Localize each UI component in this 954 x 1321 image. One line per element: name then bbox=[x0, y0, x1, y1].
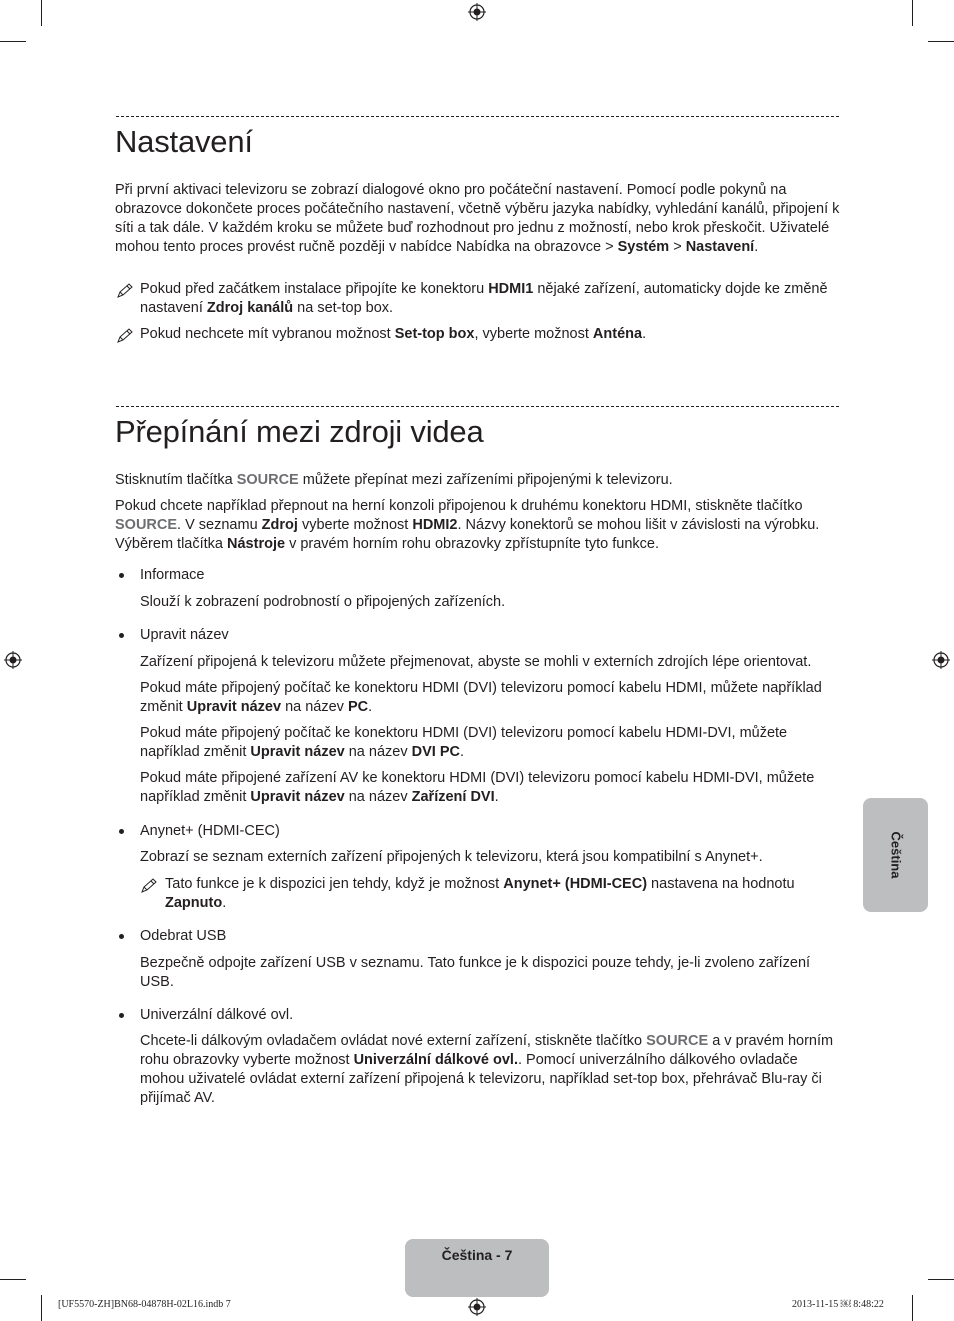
bullet-marker bbox=[119, 829, 124, 834]
language-side-tab-label: Čeština bbox=[888, 831, 903, 879]
bullet-title-univerzalni: Univerzální dálkové ovl. bbox=[140, 1007, 294, 1023]
page-footer bbox=[405, 1239, 549, 1297]
imprint-timestamp: 2013-11-15 ￼ 8:48:22 bbox=[792, 1299, 884, 1310]
note-pencil-icon bbox=[140, 878, 158, 894]
bullet-marker bbox=[119, 934, 124, 939]
registration-mark-icon bbox=[468, 1298, 486, 1316]
note-pencil-icon bbox=[116, 283, 134, 299]
language-side-tab bbox=[863, 798, 928, 912]
section-title-prepinani: Přepínání mezi zdroji videa bbox=[115, 414, 484, 449]
intro-paragraph: Při první aktivaci televizoru se zobrazí dialogové okno pro počáteční nastavení. Pomocí podle pokynů na obrazovce dokončete proces počátečního nastavení, včetně výběru jazyka nabídky, vyhledání kanálů, připojení k síti a tak dále. V každém kroku se můžete buď rozhodnout pro jednu z možností, nebo krok přeskočit. Uživatelé mohou tento proces provést ručně později v nabídce Nabídka na obrazovce > Systém > Nastavení. bbox=[115, 182, 840, 255]
section-divider bbox=[116, 116, 839, 117]
registration-mark-icon bbox=[468, 3, 486, 21]
crop-mark bbox=[0, 41, 26, 42]
bullet-text: Pokud máte připojený počítač ke konektoru HDMI (DVI) televizoru pomocí kabelu HDMI, můžete například změnit Upravit název na název PC. bbox=[140, 680, 822, 715]
bullet-text: Pokud máte připojené zařízení AV ke konektoru HDMI (DVI) televizoru pomocí kabelu HDMI-DVI, můžete například změnit Upravit název na název Zařízení DVI. bbox=[140, 770, 815, 805]
note-anynet: Tato funkce je k dispozici jen tehdy, když je možnost Anynet+ (HDMI-CEC) nastavena na hodnotu Zapnuto. bbox=[165, 876, 795, 911]
source-paragraph: Stisknutím tlačítka SOURCE můžete přepínat mezi zařízeními připojenými k televizoru. bbox=[115, 472, 673, 488]
crop-mark bbox=[41, 1295, 42, 1321]
bullet-text: Zobrazí se seznam externích zařízení připojených k televizoru, která jsou kompatibilní s Anynet+. bbox=[140, 849, 763, 865]
bullet-title-upravit-nazev: Upravit název bbox=[140, 627, 229, 643]
bullet-text: Slouží k zobrazení podrobností o připojených zařízeních. bbox=[140, 594, 506, 610]
bullet-marker bbox=[119, 1013, 124, 1018]
bullet-marker bbox=[119, 573, 124, 578]
bullet-text: Bezpečně odpojte zařízení USB v seznamu. Tato funkce je k dispozici pouze tehdy, je-li zvoleno zařízení USB. bbox=[140, 955, 811, 990]
registration-mark-icon bbox=[4, 651, 22, 669]
registration-mark-icon bbox=[932, 651, 950, 669]
crop-mark bbox=[928, 41, 954, 42]
bullet-text: Chcete-li dálkovým ovladačem ovládat nové externí zařízení, stiskněte tlačítko SOURCE a v pravém horním rohu obrazovky vyberte možnost Univerzální dálkové ovl.. Pomocí univerzálního dálkového ovladače mohou uživatelé ovládat externí zařízení připojená k televizoru, například set-top box, přehrávač Blu-ray či přijímač AV. bbox=[140, 1033, 834, 1106]
bullet-text: Zařízení připojená k televizoru můžete přejmenovat, abyste se mohli v externích zdrojích lépe orientovat. bbox=[140, 654, 812, 670]
bullet-title-odebrat-usb: Odebrat USB bbox=[140, 928, 227, 944]
note-hdmi1: Pokud před začátkem instalace připojíte ke konektoru HDMI1 nějaké zařízení, automaticky dojde ke změně nastavení Zdroj kanálů na set-top box. bbox=[140, 281, 828, 316]
bullet-title-anynet: Anynet+ (HDMI-CEC) bbox=[140, 823, 280, 839]
crop-mark bbox=[928, 1279, 954, 1280]
crop-mark bbox=[912, 1295, 913, 1321]
crop-mark bbox=[0, 1279, 26, 1280]
section-divider bbox=[116, 406, 839, 407]
imprint-file-info: [UF5570-ZH]BN68-04878H-02L16.indb 7 bbox=[58, 1299, 231, 1310]
page-number-label: Čeština - 7 bbox=[441, 1247, 513, 1263]
bullet-text: Pokud máte připojený počítač ke konektoru HDMI (DVI) televizoru pomocí kabelu HDMI-DVI, můžete například změnit Upravit název na název DVI PC. bbox=[140, 725, 788, 760]
note-set-top-box: Pokud nechcete mít vybranou možnost Set-top box, vyberte možnost Anténa. bbox=[140, 326, 647, 342]
crop-mark bbox=[912, 0, 913, 26]
example-paragraph: Pokud chcete například přepnout na herní konzoli připojenou k druhému konektoru HDMI, stiskněte tlačítko SOURCE. V seznamu Zdroj vyberte možnost HDMI2. Názvy konektorů se mohou lišit v závislosti na výrobku. Výběrem tlačítka Nástroje v pravém horním rohu obrazovky zpřístupníte tyto funkce. bbox=[115, 498, 820, 552]
section-title-nastaveni: Nastavení bbox=[115, 124, 253, 159]
bullet-marker bbox=[119, 633, 124, 638]
note-pencil-icon bbox=[116, 328, 134, 344]
crop-mark bbox=[41, 0, 42, 26]
bullet-title-informace: Informace bbox=[140, 567, 205, 583]
